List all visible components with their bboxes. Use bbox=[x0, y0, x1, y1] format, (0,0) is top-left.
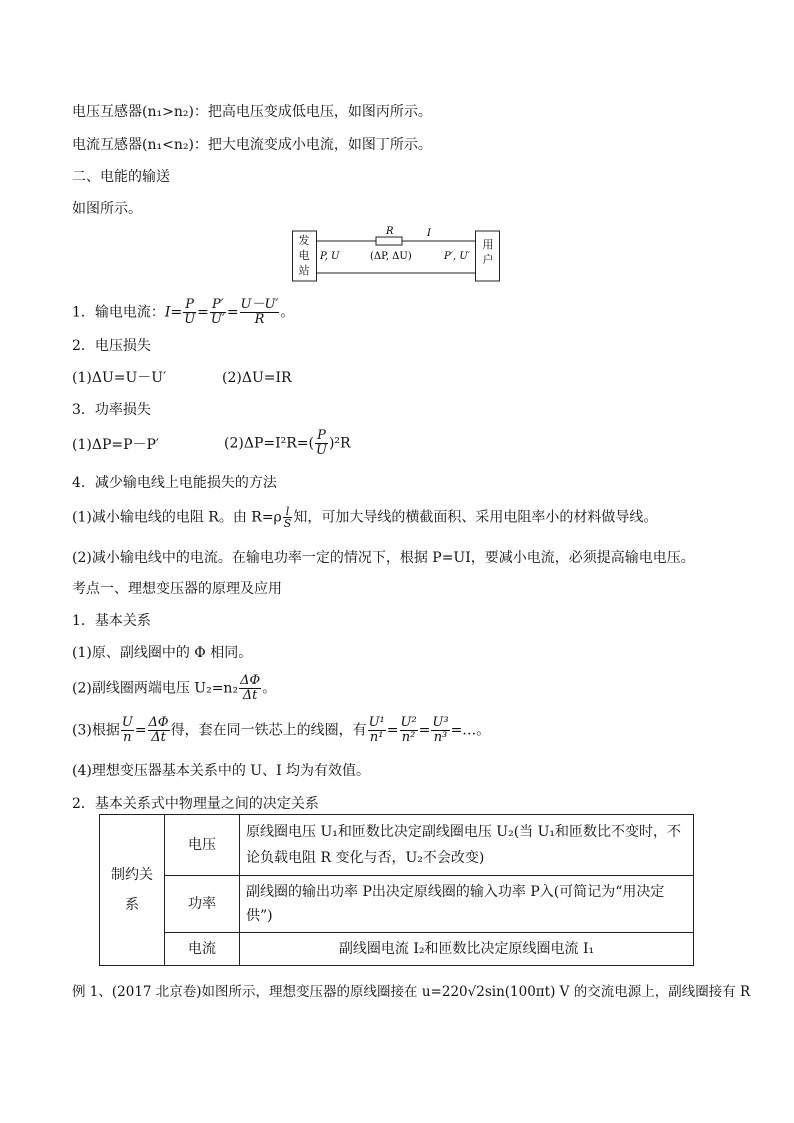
power-loss-heading: 3．功率损失 bbox=[72, 402, 151, 418]
fraction-du-r: $\frac{U-U'}{R}$ bbox=[240, 297, 279, 327]
voltage-transformer-line: 电压互感器(n₁>n₂)：把高电压变成低电压，如图丙所示。 bbox=[72, 104, 432, 120]
user-label: 用户 bbox=[482, 238, 494, 266]
basic-relation-1: (1)原、副线圈中的 Φ 相同。 bbox=[72, 645, 253, 661]
fraction-pp-up: $\frac{P'}{U'}$ bbox=[210, 297, 225, 327]
current-label: I bbox=[427, 228, 431, 239]
table-row-label: 电压 bbox=[165, 815, 240, 876]
resistor-label: R bbox=[386, 226, 394, 237]
user-pu-label: P′, U′ bbox=[444, 251, 471, 262]
fraction-p-u-2: $\frac{P}{U}$ bbox=[315, 428, 327, 458]
table-category-cell: 制约关系 bbox=[100, 815, 165, 966]
transmission-current-line: 1．输电电流：I= $\frac{P}{U}$ = $\frac{P'}{U'}$ = $\frac{U-U'}{R}$ 。 bbox=[72, 297, 295, 327]
fraction-p-u: $\frac{P}{U}$ bbox=[184, 297, 196, 327]
power-loss-formula-1: (1)ΔP=P－P′ bbox=[72, 437, 160, 453]
voltage-loss-heading: 2．电压损失 bbox=[72, 338, 151, 354]
section-heading-transmission: 二、电能的输送 bbox=[72, 169, 170, 185]
determination-heading: 2．基本关系式中物理量之间的决定关系 bbox=[72, 796, 319, 812]
determination-table bbox=[99, 814, 694, 966]
voltage-loss-formula-1: (1)ΔU=U－U′ bbox=[72, 370, 167, 386]
loss-label: (ΔP, ΔU) bbox=[370, 251, 412, 262]
current-transformer-line: 电流互感器(n₁<n₂)：把大电流变成小电流，如图丁所示。 bbox=[72, 137, 432, 153]
reduce-current-line: (2)减小输电线中的电流。在输电功率一定的情况下，根据 P=UI，要减小电流，必须提高输电电压。 bbox=[72, 550, 695, 566]
source-pu-label: P, U bbox=[320, 251, 340, 262]
example-1-line: 例 1、(2017 北京卷)如图所示，理想变压器的原线圈接在 u=220√2sin(100πt) V 的交流电源上，副线圈接有 R bbox=[72, 984, 751, 1000]
fraction-u2-n2: $\frac{\text{U²}}{\text{n²}}$ bbox=[400, 715, 417, 745]
reduce-resistance-line: (1)减小输电线的电阻 R。由 R=ρ $\frac{l}{S}$ 知，可加大导线的横截面积、采用电阻率小的材料做导线。 bbox=[72, 505, 658, 530]
voltage-loss-formula-2: (2)ΔU=IR bbox=[222, 370, 292, 386]
reduce-loss-heading: 4．减少输电线上电能损失的方法 bbox=[72, 475, 277, 491]
fraction-dphi-dt-2: $\frac{\Delta\Phi}{\Delta t}$ bbox=[148, 715, 169, 745]
table-row-text: 副线圈的输出功率 P出决定原线圈的输入功率 P入(可简记为“用决定供”) bbox=[240, 876, 694, 933]
table-row bbox=[100, 815, 694, 876]
basic-relation-3: (3)根据 $\frac{U}{n}$ = $\frac{\Delta\Phi}{\Delta t}$ 得，套在同一铁芯上的线圈，有 $\frac{\text{U¹}}{\text{n¹}}$ = $\frac{\text{U²}}{\text{n²}}$ = $\frac{\text{U³}}{\text{n³}}$ =…。 bbox=[72, 715, 491, 745]
table-row-text: 副线圈电流 I₂和匝数比决定原线圈电流 I₁ bbox=[240, 933, 694, 966]
fraction-dphi-dt: $\frac{\Delta\Phi}{\Delta t}$ bbox=[240, 673, 261, 703]
basic-relation-heading: 1．基本关系 bbox=[72, 613, 151, 629]
fraction-u1-n1: $\frac{\text{U¹}}{\text{n¹}}$ bbox=[368, 715, 385, 745]
basic-relation-4: (4)理想变压器基本关系中的 U、I 均为有效值。 bbox=[72, 763, 371, 779]
power-station-label: 发电站 bbox=[298, 234, 310, 277]
resistor-symbol bbox=[376, 237, 402, 245]
table-row bbox=[100, 933, 694, 966]
item-label: 1．输电电流： bbox=[72, 304, 165, 321]
table-row-label: 电流 bbox=[165, 933, 240, 966]
transmission-diagram bbox=[292, 223, 502, 285]
key-point-heading: 考点一、理想变压器的原理及应用 bbox=[72, 581, 282, 597]
table-row-text: 原线圈电压 U₁和匝数比决定副线圈电压 U₂(当 U₁和匝数比不变时，不论负载电阻 R 变化与否，U₂不会改变) bbox=[240, 815, 694, 876]
power-loss-formula-2: (2)ΔP=I²R=( $\frac{P}{U}$ )²R bbox=[224, 428, 351, 458]
table-row bbox=[100, 876, 694, 933]
fraction-u-n: $\frac{U}{n}$ bbox=[121, 715, 133, 745]
fraction-u3-n3: $\frac{\text{U³}}{\text{n³}}$ bbox=[432, 715, 449, 745]
basic-relation-2: (2)副线圈两端电压 U₂=n₂ $\frac{\Delta\Phi}{\Delta t}$ 。 bbox=[72, 673, 277, 703]
table-row-label: 功率 bbox=[165, 876, 240, 933]
fraction-l-s: $\frac{l}{S}$ bbox=[283, 505, 292, 530]
figure-reference: 如图所示。 bbox=[72, 201, 142, 217]
